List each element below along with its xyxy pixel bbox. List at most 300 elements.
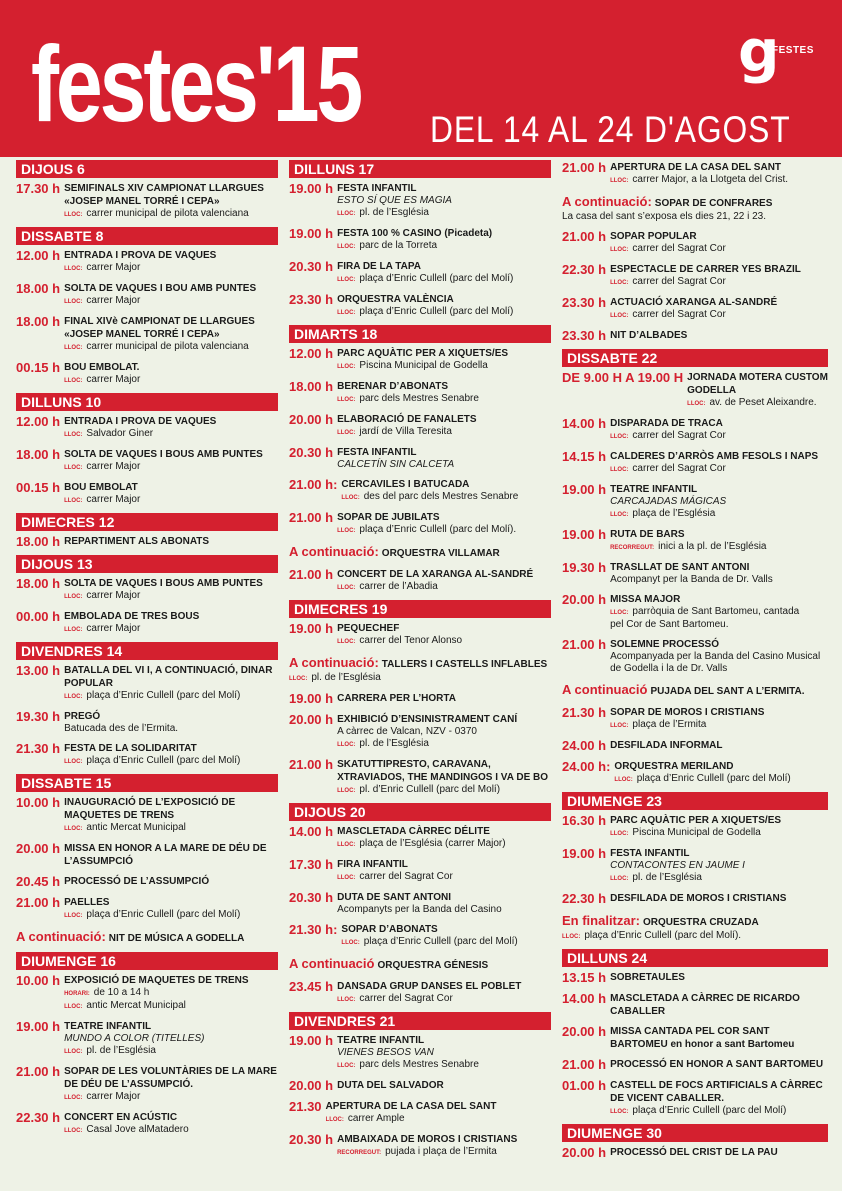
location-key: LLOC: bbox=[64, 594, 83, 600]
event-item bbox=[289, 1033, 551, 1072]
event-item bbox=[16, 248, 278, 275]
event-body bbox=[610, 891, 828, 905]
event-time: 21.00 h bbox=[16, 895, 61, 910]
event-item bbox=[16, 841, 278, 868]
event-time: 10.00 h bbox=[16, 795, 61, 810]
event-time: 19.00 h bbox=[562, 846, 607, 861]
event-item bbox=[16, 874, 278, 889]
event-name: ORQUESTRA VILLAMAR bbox=[381, 548, 500, 559]
continuation-label: A continuació bbox=[562, 682, 648, 697]
event-name: SOLEMNE PROCESSÓ bbox=[610, 639, 719, 650]
event-name: PARC AQUÀTIC PER A XIQUETS/ES bbox=[610, 815, 782, 826]
location-key: LLOC: bbox=[337, 997, 356, 1003]
location-text: carrer Major bbox=[86, 262, 141, 273]
event-time: 17.30 h bbox=[289, 857, 334, 872]
event-body bbox=[64, 795, 278, 835]
continuation-label: A continuació: bbox=[289, 544, 379, 559]
location-key: LLOC: bbox=[64, 299, 83, 305]
event-location bbox=[687, 397, 828, 410]
event-location bbox=[64, 494, 278, 507]
event-name: FESTA INFANTIL bbox=[337, 447, 417, 458]
event-name: INAUGURACIÓ DE L’EXPOSICIÓ DE MAQUETES DE TRENS bbox=[64, 797, 236, 821]
event-body bbox=[614, 759, 828, 786]
location-key: LLOC: bbox=[337, 528, 356, 534]
event-location bbox=[326, 1113, 551, 1126]
event-body bbox=[337, 621, 551, 648]
event-item bbox=[562, 891, 828, 906]
event-body bbox=[64, 576, 278, 603]
day-header: DIVENDRES 21 bbox=[289, 1012, 551, 1030]
event-item bbox=[16, 741, 278, 768]
continuation-label: A continuació: bbox=[289, 655, 379, 670]
event-name: CALDERES D’ARRÒS AMB FESOLS I NAPS bbox=[610, 451, 819, 462]
event-time: 22.30 h bbox=[562, 891, 607, 906]
location-text: plaça d’Enric Cullell (parc del Molí) bbox=[86, 909, 241, 920]
event-continuation bbox=[289, 543, 551, 561]
event-body bbox=[337, 181, 551, 220]
day-header: DILLUNS 10 bbox=[16, 393, 278, 411]
location-key: HORARI: bbox=[64, 991, 90, 997]
event-location bbox=[341, 936, 551, 949]
event-item bbox=[16, 576, 278, 603]
location-text: parròquia de Sant Bartomeu, cantada bbox=[632, 606, 800, 617]
event-item bbox=[16, 795, 278, 835]
event-location bbox=[337, 1059, 551, 1072]
location-text: carrer Major bbox=[86, 623, 141, 634]
event-subtitle: CALCETÍN SIN CALCETA bbox=[337, 459, 455, 470]
event-subtitle: Acompanyts per la Banda del Casino bbox=[337, 904, 502, 915]
event-subtitle: CARCAJADAS MÁGICAS bbox=[610, 496, 727, 507]
event-body bbox=[610, 416, 828, 443]
event-item bbox=[289, 543, 551, 561]
location-key: LLOC: bbox=[64, 627, 83, 633]
event-name: CONCERT EN ACÚSTIC bbox=[64, 1112, 178, 1123]
location-key: LLOC: bbox=[610, 831, 629, 837]
event-item bbox=[289, 922, 551, 949]
event-body bbox=[610, 991, 828, 1018]
event-body bbox=[326, 1099, 551, 1126]
event-item bbox=[562, 759, 828, 786]
event-location bbox=[64, 1091, 278, 1104]
event-name: FESTA DE LA SOLIDARITAT bbox=[64, 743, 197, 754]
event-time: 19.00 h bbox=[289, 181, 334, 196]
location-key: LLOC: bbox=[610, 178, 629, 184]
continuation-label: A continuació: bbox=[562, 194, 652, 209]
event-time: 14.15 h bbox=[562, 449, 607, 464]
event-name: REPARTIMENT ALS ABONATS bbox=[64, 536, 210, 547]
event-continuation bbox=[562, 193, 828, 223]
event-item bbox=[289, 955, 551, 973]
event-time: 16.30 h bbox=[562, 813, 607, 828]
event-continuation bbox=[16, 928, 278, 946]
event-name: TEATRE INFANTIL bbox=[337, 1035, 425, 1046]
event-name: PUJADA DEL SANT A L’ERMITA. bbox=[650, 686, 805, 697]
event-item bbox=[562, 262, 828, 289]
event-body bbox=[610, 637, 828, 675]
event-body bbox=[64, 895, 278, 922]
event-body bbox=[610, 846, 828, 885]
event-name: APERTURA DE LA CASA DEL SANT bbox=[325, 1101, 497, 1112]
event-body bbox=[64, 281, 278, 308]
event-item bbox=[562, 738, 828, 753]
event-name: PROCESSÓ DEL CRIST DE LA PAU bbox=[610, 1147, 778, 1158]
event-name: DUTA DEL SALVADOR bbox=[337, 1080, 444, 1091]
event-item bbox=[289, 857, 551, 884]
event-body bbox=[610, 527, 828, 554]
header-banner bbox=[0, 0, 842, 157]
event-location bbox=[610, 619, 828, 631]
location-text: pujada i plaça de l’Ermita bbox=[385, 1146, 497, 1157]
location-text: carrer Major bbox=[86, 1091, 141, 1102]
event-subtitle: A càrrec de Valcan, NZV - 0370 bbox=[337, 726, 477, 737]
location-text: carrer Major bbox=[86, 374, 141, 385]
location-key: LLOC: bbox=[337, 742, 356, 748]
event-body bbox=[64, 534, 278, 548]
event-item bbox=[289, 379, 551, 406]
event-item bbox=[562, 705, 828, 732]
event-name: SOPAR DE MOROS I CRISTIANS bbox=[610, 707, 765, 718]
event-body bbox=[64, 709, 278, 735]
event-time: 24.00 h: bbox=[562, 759, 611, 774]
event-name: ORQUESTRA MERILAND bbox=[614, 761, 734, 772]
event-body bbox=[687, 370, 828, 410]
day-header: DISSABTE 8 bbox=[16, 227, 278, 245]
event-subtitle: Acompanyt per la Banda de Dr. Valls bbox=[610, 574, 773, 585]
location-text: plaça de l’Església bbox=[632, 508, 716, 519]
event-location bbox=[64, 690, 278, 703]
event-name: DISPARADA DE TRACA bbox=[610, 418, 723, 429]
event-time: 18.00 h bbox=[16, 534, 61, 549]
event-time: 18.00 h bbox=[16, 576, 61, 591]
location-text: carrer del Tenor Alonso bbox=[359, 635, 463, 646]
event-body bbox=[64, 447, 278, 474]
event-body bbox=[64, 973, 278, 1013]
event-time: 20.00 h bbox=[562, 1145, 607, 1160]
event-item bbox=[562, 1078, 828, 1118]
event-name: ESPECTACLE DE CARRER YES BRAZIL bbox=[610, 264, 801, 275]
event-time: 12.00 h bbox=[16, 414, 61, 429]
event-name: FIRA INFANTIL bbox=[337, 859, 408, 870]
event-time: 20.00 h bbox=[16, 841, 61, 856]
location-key: LLOC: bbox=[64, 345, 83, 351]
event-body bbox=[337, 379, 551, 406]
event-time: 21.00 h bbox=[562, 637, 607, 652]
event-name: PARC AQUÀTIC PER A XIQUETS/ES bbox=[337, 348, 509, 359]
event-time: 21.00 h: bbox=[289, 477, 338, 492]
event-continuation bbox=[562, 681, 828, 699]
event-item bbox=[16, 447, 278, 474]
location-key: LLOC: bbox=[337, 875, 356, 881]
event-location bbox=[64, 341, 278, 354]
location-key: LLOC: bbox=[64, 212, 83, 218]
event-name: FINAL XIVè CAMPIONAT DE LLARGUES «JOSEP MANEL TORRÉ I CEPA» bbox=[64, 316, 255, 340]
event-location bbox=[337, 838, 551, 851]
event-location bbox=[337, 524, 551, 537]
event-time: 21.00 h bbox=[289, 567, 334, 582]
event-name: FESTA 100 % CASINO (Picadeta) bbox=[337, 228, 493, 239]
event-name: APERTURA DE LA CASA DEL SANT bbox=[610, 162, 782, 173]
event-item bbox=[562, 560, 828, 586]
event-time: 18.00 h bbox=[16, 281, 61, 296]
location-text: carrer municipal de pilota valenciana bbox=[86, 341, 249, 352]
event-name: SOBRETAULES bbox=[610, 972, 685, 983]
event-body bbox=[337, 691, 551, 705]
event-location bbox=[610, 872, 828, 885]
event-name: PROCESSÓ DE L’ASSUMPCIÓ bbox=[64, 876, 210, 887]
event-name: NIT DE MÚSICA A GODELLA bbox=[108, 933, 245, 944]
location-key: LLOC: bbox=[610, 313, 629, 319]
location-key: LLOC: bbox=[64, 913, 83, 919]
location-text: carrer Major bbox=[86, 590, 141, 601]
location-key: LLOC: bbox=[337, 277, 356, 283]
event-body bbox=[337, 259, 551, 286]
location-text: inici a la pl. de l’Església bbox=[658, 541, 767, 552]
event-body bbox=[610, 705, 828, 732]
location-text: pl. de l’Església bbox=[311, 672, 381, 683]
location-key: LLOC: bbox=[610, 280, 629, 286]
event-name: MISSA CANTADA PEL COR SANT BARTOMEU en honor a sant Bartomeu bbox=[610, 1026, 795, 1050]
event-body bbox=[337, 292, 551, 319]
event-item bbox=[16, 181, 278, 221]
event-time: 20.00 h bbox=[289, 1078, 334, 1093]
event-item bbox=[289, 1078, 551, 1093]
location-key: LLOC: bbox=[610, 1109, 629, 1115]
location-text: carrer Major bbox=[86, 461, 141, 472]
event-note: La casa del sant s’exposa els dies 21, 22 i 23. bbox=[562, 211, 767, 222]
location-text: pl. de l’Església bbox=[359, 207, 429, 218]
event-item bbox=[289, 890, 551, 916]
event-item bbox=[16, 360, 278, 387]
event-item bbox=[289, 654, 551, 685]
event-name: SEMIFINALS XIV CAMPIONAT LLARGUES «JOSEP MANEL TORRÉ I CEPA» bbox=[64, 183, 264, 207]
location-text: parc dels Mestres Senabre bbox=[359, 1059, 479, 1070]
event-body bbox=[337, 567, 551, 594]
event-subtitle: VIENES BESOS VAN bbox=[337, 1047, 434, 1058]
event-name: PAELLES bbox=[64, 897, 110, 908]
event-item bbox=[562, 482, 828, 521]
event-body bbox=[337, 226, 551, 253]
location-key: LLOC: bbox=[341, 940, 360, 946]
event-name: FESTA INFANTIL bbox=[610, 848, 690, 859]
event-name: MASCLETADA CÀRREC DÉLITE bbox=[337, 826, 490, 837]
location-key: LLOC: bbox=[337, 1063, 356, 1069]
event-name: ACTUACIÓ XARANGA AL-SANDRÉ bbox=[610, 297, 778, 308]
event-time: 20.00 h bbox=[289, 712, 334, 727]
location-text: carrer del Sagrat Cor bbox=[359, 993, 453, 1004]
event-item bbox=[289, 824, 551, 851]
event-location bbox=[64, 428, 278, 441]
event-item bbox=[16, 281, 278, 308]
event-name: PREGÓ bbox=[64, 711, 101, 722]
location-key: LLOC: bbox=[610, 723, 629, 729]
location-text: carrer municipal de pilota valenciana bbox=[86, 208, 249, 219]
location-key: LLOC: bbox=[337, 397, 356, 403]
day-header: DISSABTE 15 bbox=[16, 774, 278, 792]
event-name: TEATRE INFANTIL bbox=[64, 1021, 152, 1032]
event-item bbox=[562, 229, 828, 256]
event-time: 19.30 h bbox=[16, 709, 61, 724]
schedule-column-2 bbox=[289, 160, 551, 1165]
day-header: DILLUNS 17 bbox=[289, 160, 551, 178]
event-location bbox=[610, 827, 828, 840]
location-key: LLOC: bbox=[64, 498, 83, 504]
location-key: LLOC: bbox=[337, 639, 356, 645]
event-time: 20.00 h bbox=[562, 592, 607, 607]
event-name: TRASLLAT DE SANT ANTONI bbox=[610, 562, 750, 573]
event-continuation bbox=[289, 955, 551, 973]
event-body bbox=[610, 262, 828, 289]
event-body bbox=[341, 477, 551, 504]
location-text: parc de la Torreta bbox=[359, 240, 438, 251]
location-text: carrer del Sagrat Cor bbox=[632, 430, 726, 441]
event-name: DESFILADA INFORMAL bbox=[610, 740, 723, 751]
event-body bbox=[337, 412, 551, 439]
event-location bbox=[341, 491, 551, 504]
event-body bbox=[64, 480, 278, 507]
event-item bbox=[289, 1099, 551, 1126]
location-text: carrer Ample bbox=[347, 1113, 405, 1124]
event-location bbox=[337, 207, 551, 220]
location-text: carrer del Sagrat Cor bbox=[632, 463, 726, 474]
event-name: CERCAVILES I BATUCADA bbox=[341, 479, 470, 490]
event-body bbox=[64, 181, 278, 221]
location-text: carrer del Sagrat Cor bbox=[632, 276, 726, 287]
event-body bbox=[610, 328, 828, 342]
event-item bbox=[562, 527, 828, 554]
event-location bbox=[610, 1105, 828, 1118]
location-text: plaça de l’Església (carrer Major) bbox=[359, 838, 506, 849]
event-location bbox=[337, 784, 551, 797]
event-location bbox=[64, 909, 278, 922]
event-time: 14.00 h bbox=[562, 991, 607, 1006]
event-item bbox=[289, 1132, 551, 1159]
event-body bbox=[337, 346, 551, 373]
event-location bbox=[337, 393, 551, 406]
event-name: NIT D’ALBADES bbox=[610, 330, 688, 341]
event-location bbox=[64, 590, 278, 603]
event-time: 21.30 h bbox=[16, 741, 61, 756]
event-location bbox=[610, 276, 828, 289]
event-body bbox=[610, 813, 828, 840]
event-item bbox=[16, 928, 278, 946]
location-key: LLOC: bbox=[289, 676, 308, 682]
event-item bbox=[562, 846, 828, 885]
location-key: LLOC: bbox=[337, 310, 356, 316]
logo-label: FESTES bbox=[772, 45, 814, 56]
event-item bbox=[562, 1024, 828, 1051]
event-item bbox=[16, 480, 278, 507]
event-time: 21.00 h bbox=[562, 1057, 607, 1072]
event-item bbox=[289, 621, 551, 648]
continuation-label: En finalitzar: bbox=[562, 913, 641, 928]
event-name: EMBOLADA DE TRES BOUS bbox=[64, 611, 200, 622]
event-location bbox=[64, 987, 278, 1000]
event-name: DANSADA GRUP DANSES EL POBLET bbox=[337, 981, 522, 992]
event-time: 13.00 h bbox=[16, 663, 61, 678]
event-body bbox=[64, 841, 278, 868]
location-key: LLOC: bbox=[64, 759, 83, 765]
event-body bbox=[337, 757, 551, 797]
event-location bbox=[562, 930, 828, 943]
location-text: pl. de l’Església bbox=[359, 738, 429, 749]
event-body bbox=[64, 314, 278, 354]
event-body bbox=[64, 1064, 278, 1104]
event-item bbox=[289, 259, 551, 286]
event-subtitle: CONTACONTES EN JAUME I bbox=[610, 860, 745, 871]
event-name: SOPAR DE JUBILATS bbox=[337, 512, 440, 523]
event-item bbox=[16, 414, 278, 441]
event-location bbox=[610, 430, 828, 443]
event-item bbox=[562, 912, 828, 943]
event-time: 21.00 h bbox=[562, 229, 607, 244]
event-location bbox=[64, 1124, 278, 1137]
event-body bbox=[64, 414, 278, 441]
event-item bbox=[16, 663, 278, 703]
event-location bbox=[337, 871, 551, 884]
event-location bbox=[337, 360, 551, 373]
event-time: 21.30 bbox=[289, 1099, 322, 1114]
location-key: LLOC: bbox=[337, 788, 356, 794]
date-range: DEL 14 AL 24 D'AGOST bbox=[430, 109, 791, 150]
event-time: 14.00 h bbox=[562, 416, 607, 431]
event-item bbox=[562, 295, 828, 322]
event-time: 23.30 h bbox=[562, 328, 607, 343]
event-body bbox=[64, 874, 278, 888]
event-body bbox=[64, 1019, 278, 1058]
event-body bbox=[337, 510, 551, 537]
event-item bbox=[289, 412, 551, 439]
event-item bbox=[289, 292, 551, 319]
event-item bbox=[562, 681, 828, 699]
event-item bbox=[562, 637, 828, 675]
day-header: DIMARTS 18 bbox=[289, 325, 551, 343]
event-item bbox=[562, 416, 828, 443]
event-name: ORQUESTRA GÉNESIS bbox=[377, 960, 489, 971]
event-body bbox=[610, 295, 828, 322]
event-time: 12.00 h bbox=[16, 248, 61, 263]
event-name: BATALLA DEL VI I, A CONTINUACIÓ, DINAR POPULAR bbox=[64, 665, 273, 689]
event-location bbox=[64, 295, 278, 308]
day-header: DIJOUS 6 bbox=[16, 160, 278, 178]
location-key: LLOC: bbox=[610, 610, 629, 616]
location-text: de 10 a 14 h bbox=[93, 987, 150, 998]
event-item bbox=[16, 1110, 278, 1137]
event-time: 23.30 h bbox=[289, 292, 334, 307]
location-text: antic Mercat Municipal bbox=[86, 822, 186, 833]
event-time: 21.00 h bbox=[562, 160, 607, 175]
event-name: RUTA DE BARS bbox=[610, 529, 685, 540]
event-time: 18.00 h bbox=[289, 379, 334, 394]
day-header: DIUMENGE 23 bbox=[562, 792, 828, 810]
event-time: 22.30 h bbox=[562, 262, 607, 277]
location-text: carrer del Sagrat Cor bbox=[359, 871, 453, 882]
event-name: CONCERT DE LA XARANGA AL-SANDRÉ bbox=[337, 569, 534, 580]
event-item bbox=[289, 712, 551, 751]
event-body bbox=[610, 482, 828, 521]
event-name: DUTA DE SANT ANTONI bbox=[337, 892, 451, 903]
event-name: PROCESSÓ EN HONOR A SANT BARTOMEU bbox=[610, 1059, 824, 1070]
event-name: SOPAR DE LES VOLUNTÀRIES DE LA MARE DE DÉU DE L’ASSUMPCIÓ. bbox=[64, 1066, 277, 1090]
event-location bbox=[337, 273, 551, 286]
event-body bbox=[610, 592, 828, 631]
event-time: 20.30 h bbox=[289, 1132, 334, 1147]
location-text: pel Cor de Sant Bartomeu. bbox=[610, 619, 729, 630]
location-text: plaça d’Enric Cullell (parc del Molí) bbox=[363, 936, 518, 947]
event-location bbox=[337, 738, 551, 751]
location-key: LLOC: bbox=[337, 244, 356, 250]
event-time: 21.00 h bbox=[289, 757, 334, 772]
event-name: ORQUESTRA VALÈNCIA bbox=[337, 294, 454, 305]
